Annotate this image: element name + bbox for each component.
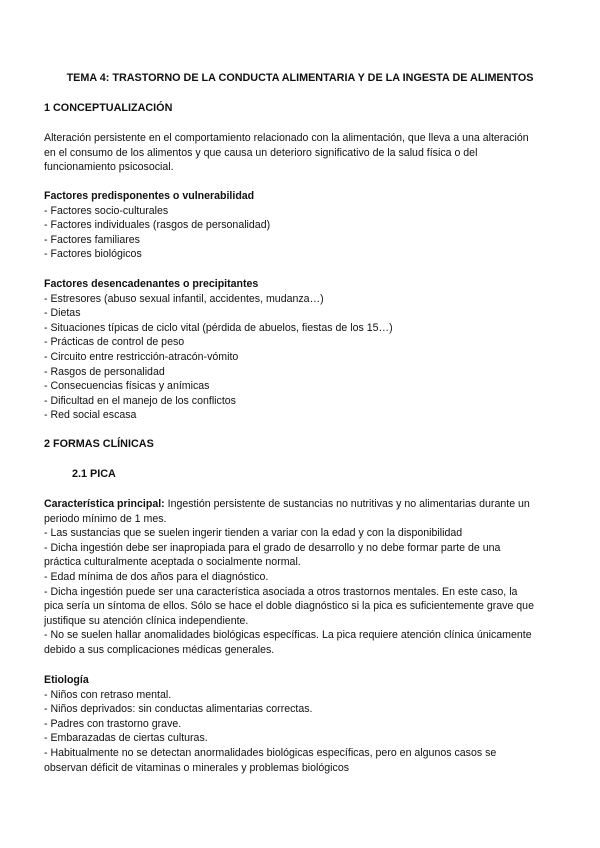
- list-item: - Prácticas de control de peso: [44, 336, 185, 349]
- etiologia-line: - Padres con trastorno grave.: [44, 717, 182, 730]
- caracteristica-line: debido a sus complicaciones médicas generales.: [44, 643, 275, 656]
- desencadenantes-heading: Factores desencadenantes o precipitantes: [44, 278, 259, 290]
- etiologia-line: - Niños con retraso mental.: [44, 688, 172, 701]
- etiologia-block: [44, 673, 562, 775]
- etiologia-line: - Embarazadas de ciertas culturas.: [44, 732, 208, 745]
- definition-line: funcionamiento psicosocial.: [44, 161, 174, 174]
- caracteristica-first-line: [44, 497, 562, 512]
- caracteristica-line: justifique su atención clínica independiente.: [44, 614, 249, 627]
- list-item: - Red social escasa: [44, 409, 137, 422]
- caracteristica-line: periodo mínimo de 1 mes.: [44, 512, 167, 525]
- caracteristica-block: [44, 497, 562, 658]
- etiologia-heading: Etiología: [44, 674, 89, 686]
- definition-paragraph: [44, 131, 562, 175]
- list-item: - Consecuencias físicas y anímicas: [44, 380, 210, 393]
- section-2-1-heading: 2.1 PICA: [72, 468, 116, 480]
- predisponentes-block: [44, 189, 562, 262]
- etiologia-line: - Niños deprivados: sin conductas alimentarias correctas.: [44, 703, 313, 716]
- list-item: - Rasgos de personalidad: [44, 365, 165, 378]
- list-item: - Factores familiares: [44, 233, 140, 246]
- caracteristica-line: - Dicha ingestión puede ser una característica asociada a otros trastornos mentales. En este caso, la: [44, 585, 518, 598]
- list-item: - Factores individuales (rasgos de personalidad): [44, 219, 271, 232]
- caracteristica-line: - Las sustancias que se suelen ingerir tienden a variar con la edad y con la disponibilidad: [44, 527, 463, 540]
- list-item: - Factores socio-culturales: [44, 204, 169, 217]
- list-item: - Situaciones típicas de ciclo vital (pérdida de abuelos, fiestas de los 15…): [44, 321, 393, 334]
- list-item: - Circuito entre restricción-atracón-vómito: [44, 350, 239, 363]
- definition-line: Alteración persistente en el comportamiento relacionado con la alimentación, que lleva a una alteración: [44, 132, 529, 144]
- list-item: - Factores biológicos: [44, 248, 142, 261]
- document-title: TEMA 4: TRASTORNO DE LA CONDUCTA ALIMENTARIA Y DE LA INGESTA DE ALIMENTOS: [66, 72, 534, 84]
- desencadenantes-block: [44, 277, 562, 423]
- caracteristica-line: - Edad mínima de dos años para el diagnóstico.: [44, 570, 269, 583]
- section-2-heading: 2 FORMAS CLÍNICAS: [44, 438, 154, 450]
- predisponentes-heading: Factores predisponentes o vulnerabilidad: [44, 190, 255, 202]
- caracteristica-label: Característica principal:: [44, 498, 165, 510]
- list-item: - Estresores (abuso sexual infantil, accidentes, mudanza…): [44, 292, 324, 305]
- caracteristica-text: Ingestión persistente de sustancias no nutritivas y no alimentarias durante un: [164, 498, 530, 510]
- list-item: - Dificultad en el manejo de los conflictos: [44, 394, 236, 407]
- etiologia-line: observan déficit de vitaminas o minerales y problemas biológicos: [44, 761, 350, 774]
- caracteristica-line: - No se suelen hallar anomalidades biológicas específicas. La pica requiere atención clínica únicamente: [44, 629, 532, 642]
- etiologia-line: - Habitualmente no se detectan anormalidades biológicas específicas, pero en algunos casos se: [44, 746, 497, 759]
- caracteristica-line: pica sería un síntoma de ellos. Sólo se hace el doble diagnóstico si la pica es suficientemente grave que: [44, 600, 534, 613]
- caracteristica-line: práctica culturalmente aceptada o socialmente normal.: [44, 556, 301, 569]
- section-1-heading: 1 CONCEPTUALIZACIÓN: [44, 102, 173, 114]
- caracteristica-line: - Dicha ingestión debe ser inapropiada para el grado de desarrollo y no debe formar parte de una: [44, 541, 501, 554]
- list-item: - Dietas: [44, 307, 81, 320]
- definition-line: en el consumo de los alimentos y que causa un deterioro significativo de la salud física o del: [44, 146, 478, 159]
